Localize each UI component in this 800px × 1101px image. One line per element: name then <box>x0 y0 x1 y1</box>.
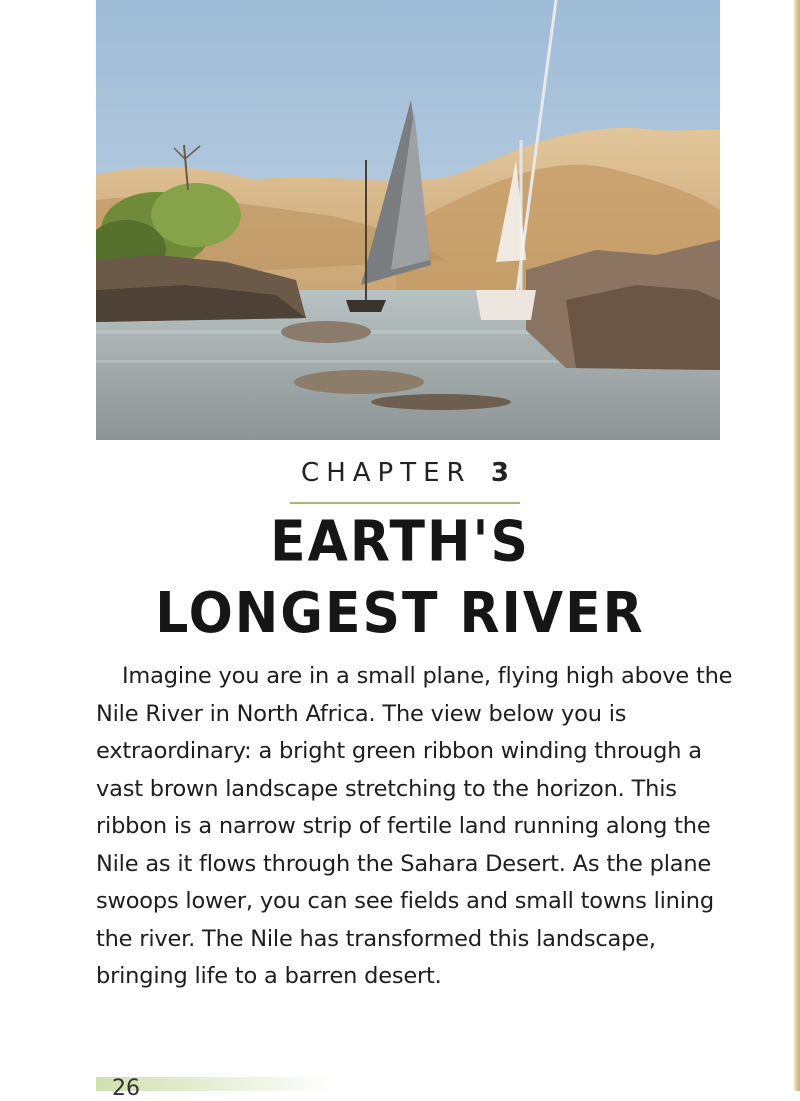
title-line-2: LONGEST RIVER <box>155 581 645 647</box>
chapter-label <box>0 458 800 488</box>
chapter-title <box>0 507 800 650</box>
title-line-1: EARTH'S <box>270 509 530 575</box>
body-paragraph: Imagine you are in a small plane, flying high above the Nile River in North Africa. The view below you is extraordinary: a bright green ribbon winding through a vast brown landscape stretching to the horizon. This ribbon is a narrow strip of fertile land running along the Nile as it flows through the Sahara Desert. As the plane swoops lower, you can see fields and small towns lining the river. The Nile has transformed this landscape, bringing life to a barren desert. <box>96 663 733 989</box>
nile-photo <box>96 0 720 440</box>
chapter-number: 3 <box>490 458 509 488</box>
chapter-word: CHAPTER <box>301 458 472 488</box>
chapter-divider <box>290 502 520 504</box>
page-number: 26 <box>112 1076 140 1101</box>
